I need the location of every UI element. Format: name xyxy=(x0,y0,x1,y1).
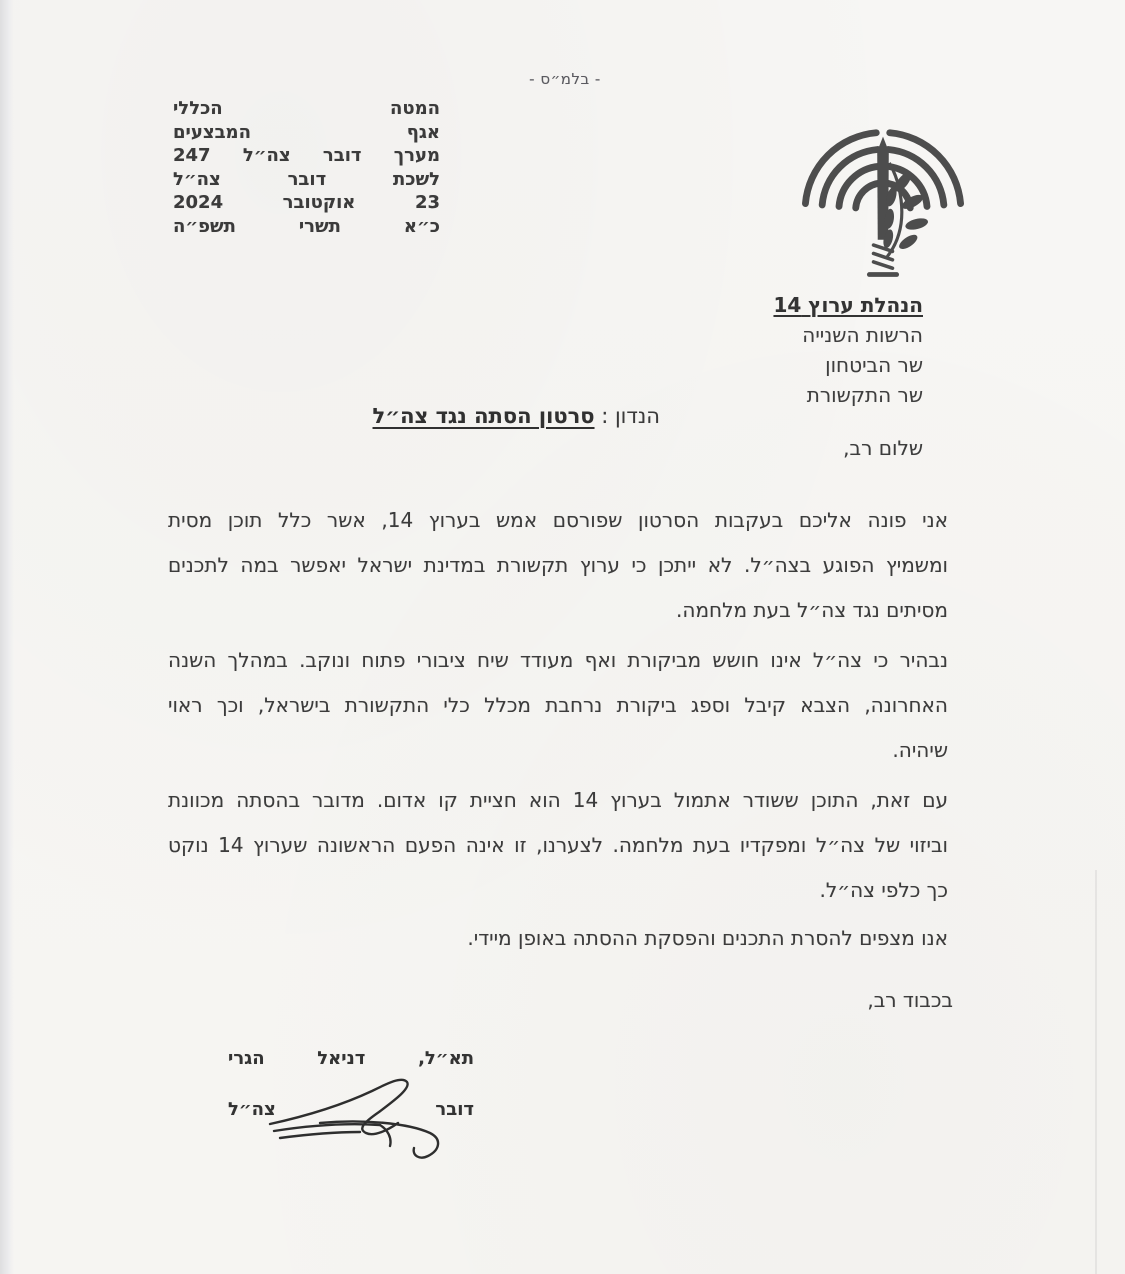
recipient-title: הנהלת ערוץ 14 xyxy=(773,293,923,317)
paragraph-line: ומשמיץ הפוגע בצה״ל. לא ייתכן כי ערוץ תקשורת במדינת ישראל יאפשר במה לתכנים xyxy=(168,553,948,577)
header-word: אגף xyxy=(406,121,440,143)
subject-text: סרטון הסתה נגד צה״ל xyxy=(372,404,595,428)
signature-name-line xyxy=(228,1048,474,1069)
header-word: מערך xyxy=(393,145,440,166)
body-paragraph-3 xyxy=(168,778,948,913)
paragraph-line: כך כלפי צה״ל. xyxy=(819,878,948,902)
header-word: 2024 xyxy=(173,192,224,213)
classification-marking: - בלמ״ס - xyxy=(529,70,601,88)
header-word: צה״ל xyxy=(242,145,291,166)
recipients-block xyxy=(773,290,923,410)
general-staff-header xyxy=(173,98,440,239)
header-word: דובר xyxy=(287,168,327,190)
header-word: לשכת xyxy=(392,168,440,190)
header-line xyxy=(173,145,440,169)
recipient-line: שר התקשורת xyxy=(806,383,923,407)
header-line-date-hebrew xyxy=(173,216,440,240)
header-word: 247 xyxy=(173,145,211,166)
body-paragraph-4 xyxy=(168,916,948,961)
signature-role-word: דובר xyxy=(435,1099,474,1120)
header-word: הכללי xyxy=(173,98,223,119)
paragraph-line: מסיתים נגד צה״ל בעת מלחמה. xyxy=(676,598,948,622)
closing: בכבוד רב, xyxy=(867,988,953,1012)
header-line-date-gregorian xyxy=(173,192,440,216)
header-word: המבצעים xyxy=(173,121,251,143)
header-line xyxy=(173,98,440,122)
header-line xyxy=(173,122,440,146)
header-word: צה״ל xyxy=(173,168,221,190)
paragraph-line: עם זאת, התוכן ששודר אתמול בערוץ 14 הוא חציית קו אדום. מדובר בהסתה מכוונת xyxy=(168,788,948,812)
page-left-edge xyxy=(0,0,14,1274)
header-word: אוקטובר xyxy=(282,192,356,213)
paragraph-line: נבהיר כי צה״ל אינו חושש מביקורת ואף מעודד שיח ציבורי פתוח ונוקב. במהלך השנה xyxy=(168,648,948,672)
header-word: דובר xyxy=(322,145,362,166)
subject-label: הנדון : xyxy=(601,404,660,428)
signature-rank: תא״ל, xyxy=(418,1048,474,1069)
body-paragraph-1 xyxy=(168,498,948,633)
signature-role-word: צה״ל xyxy=(228,1099,276,1120)
recipient-line: שר הביטחון xyxy=(825,353,923,377)
header-line xyxy=(173,169,440,193)
header-word: 23 xyxy=(414,192,440,213)
handwritten-signature-icon xyxy=(262,1068,480,1168)
paragraph-line: אני פונה אליכם בעקבות הסרטון שפורסם אמש בערוץ 14, אשר כלל תוכן מסית xyxy=(168,508,948,532)
signature-last-name: הגרי xyxy=(228,1048,265,1069)
greeting: שלום רב, xyxy=(843,436,923,460)
body-paragraph-2 xyxy=(168,638,948,773)
header-word: המטה xyxy=(390,98,440,119)
header-word: כ״א xyxy=(403,215,440,237)
paragraph-line: שיהיה. xyxy=(892,738,948,762)
paragraph-line: וביזוי של צה״ל ומפקדיו בעת מלחמה. לצערנו, זו אינה הפעם הראשונה שערוץ 14 נוקט xyxy=(168,833,948,857)
header-word: תשפ״ה xyxy=(173,215,236,237)
signature-first-name: דניאל xyxy=(317,1048,366,1069)
paragraph-line: האחרונה, הצבא קיבל וספג ביקורת נרחבת מכלל כלי התקשורת בישראל, וכך ראוי xyxy=(168,693,948,717)
subject-line xyxy=(373,404,660,428)
idf-spokesperson-emblem-icon xyxy=(798,84,968,284)
header-word: תשרי xyxy=(298,215,341,237)
paragraph-line: אנו מצפים להסרת התכנים והפסקת ההסתה באופן מיידי. xyxy=(467,926,948,950)
recipient-line: הרשות השנייה xyxy=(802,323,923,347)
page-right-edge xyxy=(1095,870,1097,1274)
